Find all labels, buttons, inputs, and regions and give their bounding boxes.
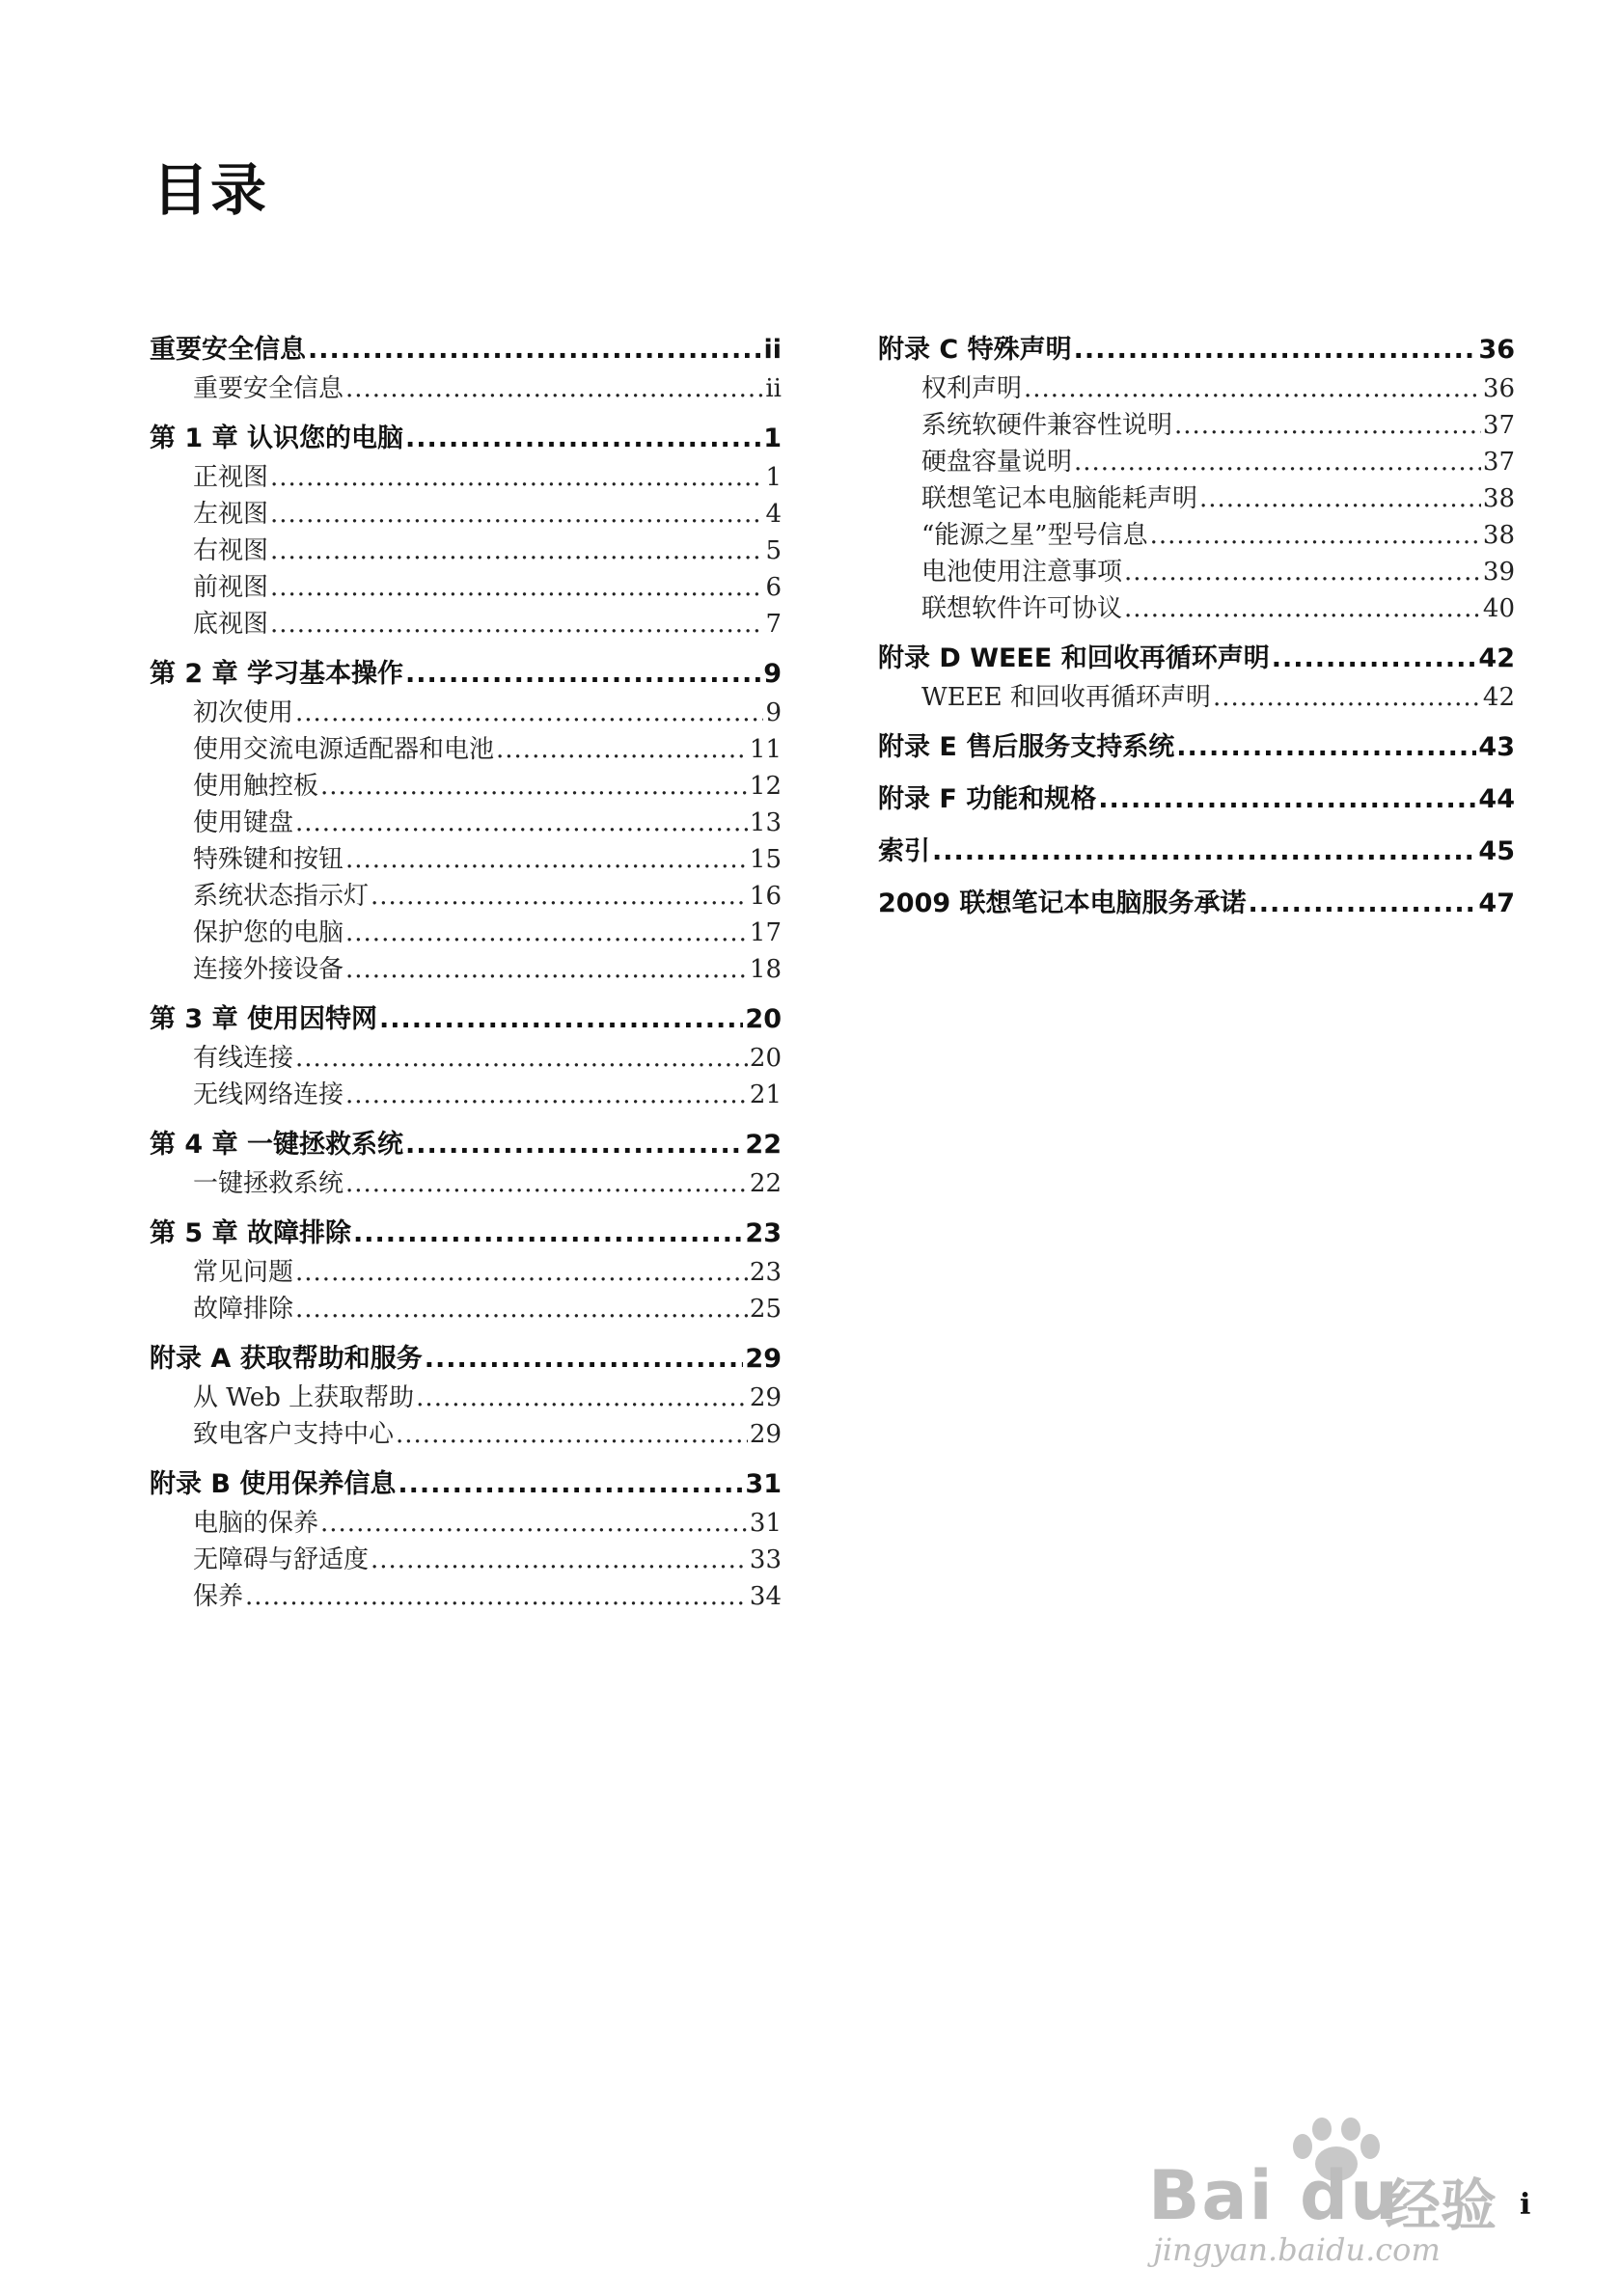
toc-heading[interactable] bbox=[150, 652, 782, 693]
toc-item[interactable] bbox=[878, 588, 1515, 625]
toc-entry-label: 保养 bbox=[193, 1582, 244, 1611]
dot-leader bbox=[405, 424, 761, 453]
dot-leader bbox=[416, 1383, 748, 1412]
toc-item[interactable] bbox=[150, 604, 782, 641]
toc-item[interactable] bbox=[878, 515, 1515, 552]
toc-item[interactable] bbox=[150, 1503, 782, 1540]
toc-page-number: 4 bbox=[765, 500, 782, 529]
dot-leader bbox=[1074, 448, 1481, 477]
toc-page-number: 31 bbox=[749, 1509, 782, 1538]
dot-leader bbox=[345, 374, 763, 403]
toc-item[interactable] bbox=[150, 1414, 782, 1451]
toc-heading[interactable] bbox=[878, 637, 1515, 677]
toc-entry-label: 故障排除 bbox=[193, 1295, 294, 1324]
toc-page-number: 18 bbox=[749, 955, 782, 984]
toc-entry-label: 底视图 bbox=[193, 610, 269, 639]
toc-entry-label: 无障碍与舒适度 bbox=[193, 1545, 370, 1574]
toc-page-number: 42 bbox=[1478, 643, 1515, 673]
toc-page-number: 21 bbox=[749, 1080, 782, 1109]
toc-entry-label: 电池使用注意事项 bbox=[921, 558, 1123, 587]
toc-entry-label: 左视图 bbox=[193, 500, 269, 529]
toc-item[interactable] bbox=[150, 1038, 782, 1075]
toc-entry-label: 连接外接设备 bbox=[193, 955, 344, 984]
toc-page-number: 1 bbox=[765, 463, 782, 492]
toc-item[interactable] bbox=[150, 1289, 782, 1326]
toc-section bbox=[878, 725, 1515, 766]
toc-item[interactable] bbox=[150, 729, 782, 766]
toc-page-number: 42 bbox=[1482, 683, 1515, 712]
toc-page-number: 11 bbox=[749, 735, 782, 764]
toc-item[interactable] bbox=[150, 567, 782, 604]
toc-page-number: 38 bbox=[1482, 484, 1515, 513]
toc-page-number: 33 bbox=[749, 1545, 782, 1574]
toc-heading[interactable] bbox=[150, 1462, 782, 1503]
toc-entry-label: 第 3 章 使用因特网 bbox=[150, 1004, 377, 1034]
toc-page-number: 12 bbox=[749, 772, 782, 801]
toc-heading[interactable] bbox=[878, 725, 1515, 766]
dot-leader bbox=[345, 1169, 748, 1198]
toc-entry-label: 使用交流电源适配器和电池 bbox=[193, 735, 495, 764]
toc-entry-label: 右视图 bbox=[193, 536, 269, 565]
toc-item[interactable] bbox=[150, 369, 782, 405]
dot-leader bbox=[1150, 521, 1481, 550]
toc-entry-label: 重要安全信息 bbox=[150, 335, 306, 365]
toc-entry-label: 第 5 章 故障排除 bbox=[150, 1218, 351, 1248]
dot-leader bbox=[1098, 784, 1476, 814]
dot-leader bbox=[405, 1130, 743, 1160]
toc-item[interactable] bbox=[878, 369, 1515, 405]
dot-leader bbox=[345, 1080, 748, 1109]
toc-page-number: 7 bbox=[765, 610, 782, 639]
toc-entry-label: 致电客户支持中心 bbox=[193, 1420, 395, 1449]
toc-item[interactable] bbox=[150, 876, 782, 913]
toc-entry-label: “能源之星”型号信息 bbox=[921, 521, 1148, 550]
toc-page-number: 5 bbox=[765, 536, 782, 565]
toc-entry-label: 硬盘容量说明 bbox=[921, 448, 1073, 477]
toc-page-number: 23 bbox=[745, 1218, 782, 1248]
toc-heading[interactable] bbox=[150, 1337, 782, 1378]
page-number: i bbox=[1520, 2188, 1531, 2222]
toc-entry-label: 附录 A 获取帮助和服务 bbox=[150, 1344, 423, 1374]
toc-page-number: 31 bbox=[745, 1469, 782, 1499]
page-title: 目录 bbox=[152, 157, 269, 223]
toc-entry-label: 权利声明 bbox=[921, 374, 1023, 403]
toc-page-number: 29 bbox=[749, 1420, 782, 1449]
toc-page-number: 17 bbox=[749, 918, 782, 947]
toc-page-number: 43 bbox=[1478, 732, 1515, 762]
dot-leader bbox=[396, 1420, 748, 1449]
toc-entry-label: WEEE 和回收再循环声明 bbox=[921, 683, 1211, 712]
toc-section bbox=[150, 1462, 782, 1613]
dot-leader bbox=[398, 1469, 743, 1499]
toc-item[interactable] bbox=[150, 1252, 782, 1289]
dot-leader bbox=[425, 1344, 744, 1374]
toc-heading[interactable] bbox=[150, 1212, 782, 1252]
toc-item[interactable] bbox=[878, 442, 1515, 478]
dot-leader bbox=[1213, 683, 1481, 712]
toc-page-number: 22 bbox=[749, 1169, 782, 1198]
toc-heading[interactable] bbox=[150, 328, 782, 369]
toc-entry-label: 联想软件许可协议 bbox=[921, 594, 1123, 623]
toc-section bbox=[878, 328, 1515, 625]
toc-entry-label: 前视图 bbox=[193, 573, 269, 602]
toc-item[interactable] bbox=[150, 531, 782, 567]
toc-page-number: 40 bbox=[1482, 594, 1515, 623]
toc-page-number: 39 bbox=[1482, 558, 1515, 587]
dot-leader bbox=[295, 1295, 748, 1324]
toc-page-number: 9 bbox=[763, 659, 782, 689]
toc-page-number: 22 bbox=[745, 1130, 782, 1160]
dot-leader bbox=[345, 845, 748, 874]
toc-page-number: 9 bbox=[765, 698, 782, 727]
toc-entry-label: 使用触控板 bbox=[193, 772, 319, 801]
dot-leader bbox=[270, 463, 763, 492]
toc-section bbox=[878, 778, 1515, 818]
dot-leader bbox=[353, 1218, 743, 1248]
toc-page-number: 34 bbox=[749, 1582, 782, 1611]
toc-page-number: 29 bbox=[749, 1383, 782, 1412]
toc-item[interactable] bbox=[878, 677, 1515, 714]
toc-entry-label: 索引 bbox=[878, 836, 930, 866]
toc-entry-label: 正视图 bbox=[193, 463, 269, 492]
toc-heading[interactable] bbox=[878, 830, 1515, 870]
toc-section bbox=[878, 637, 1515, 714]
toc-entry-label: 系统软硬件兼容性说明 bbox=[921, 411, 1173, 440]
toc-page-number: 16 bbox=[749, 882, 782, 911]
watermark-jingyan: 经验 bbox=[1385, 2173, 1497, 2238]
toc-item[interactable] bbox=[150, 1075, 782, 1111]
toc-page-number: 23 bbox=[749, 1258, 782, 1287]
dot-leader bbox=[345, 955, 748, 984]
dot-leader bbox=[371, 1545, 748, 1574]
toc-heading[interactable] bbox=[878, 882, 1515, 922]
toc-item[interactable] bbox=[150, 1163, 782, 1200]
toc-page-number: 6 bbox=[765, 573, 782, 602]
toc-page-number: 20 bbox=[749, 1044, 782, 1073]
dot-leader bbox=[1024, 374, 1481, 403]
watermark-url: jingyan.baidu.com bbox=[1153, 2231, 1441, 2268]
dot-leader bbox=[308, 335, 761, 365]
toc-item[interactable] bbox=[150, 1378, 782, 1414]
watermark-logo: Bai du bbox=[1148, 2156, 1400, 2235]
dot-leader bbox=[295, 1044, 748, 1073]
dot-leader bbox=[496, 735, 748, 764]
toc-entry-label: 附录 F 功能和规格 bbox=[878, 784, 1097, 814]
toc-page-number: 45 bbox=[1478, 836, 1515, 866]
toc-page-number: 13 bbox=[749, 808, 782, 837]
toc-entry-label: 电脑的保养 bbox=[193, 1509, 319, 1538]
dot-leader bbox=[932, 836, 1476, 866]
dot-leader bbox=[379, 1004, 743, 1034]
baidu-jingyan-watermark bbox=[1148, 2118, 1525, 2268]
dot-leader bbox=[1124, 594, 1481, 623]
toc-entry-label: 初次使用 bbox=[193, 698, 294, 727]
toc-entry-label: 特殊键和按钮 bbox=[193, 845, 344, 874]
dot-leader bbox=[270, 500, 763, 529]
toc-item[interactable] bbox=[878, 552, 1515, 588]
dot-leader bbox=[405, 659, 761, 689]
toc-entry-label: 附录 E 售后服务支持系统 bbox=[878, 732, 1175, 762]
toc-section bbox=[150, 328, 782, 405]
toc-item[interactable] bbox=[150, 766, 782, 803]
dot-leader bbox=[295, 698, 763, 727]
toc-item[interactable] bbox=[878, 405, 1515, 442]
dot-leader bbox=[1124, 558, 1481, 587]
toc-section bbox=[150, 1337, 782, 1451]
toc-entry-label: 第 2 章 学习基本操作 bbox=[150, 659, 403, 689]
toc-page-number: ii bbox=[765, 374, 782, 403]
dot-leader bbox=[245, 1582, 748, 1611]
toc-section bbox=[150, 417, 782, 641]
toc-item[interactable] bbox=[150, 803, 782, 839]
toc-page-number: 38 bbox=[1482, 521, 1515, 550]
toc-heading[interactable] bbox=[150, 417, 782, 457]
dot-leader bbox=[295, 808, 748, 837]
dot-leader bbox=[1199, 484, 1481, 513]
toc-section bbox=[150, 998, 782, 1111]
toc-section bbox=[150, 1212, 782, 1326]
toc-entry-label: 附录 C 特殊声明 bbox=[878, 335, 1072, 365]
toc-entry-label: 重要安全信息 bbox=[193, 374, 344, 403]
toc-page-number: 36 bbox=[1478, 335, 1515, 365]
dot-leader bbox=[270, 610, 763, 639]
toc-section bbox=[150, 652, 782, 986]
toc-heading[interactable] bbox=[878, 328, 1515, 369]
toc-entry-label: 保护您的电脑 bbox=[193, 918, 344, 947]
toc-page-number: ii bbox=[763, 335, 782, 365]
toc-page-number: 29 bbox=[745, 1344, 782, 1374]
toc-page-number: 37 bbox=[1482, 411, 1515, 440]
toc-item[interactable] bbox=[150, 457, 782, 494]
toc-entry-label: 联想笔记本电脑能耗声明 bbox=[921, 484, 1198, 513]
toc-page-number: 25 bbox=[749, 1295, 782, 1324]
toc-entry-label: 常见问题 bbox=[193, 1258, 294, 1287]
toc-heading[interactable] bbox=[150, 998, 782, 1038]
toc-entry-label: 第 1 章 认识您的电脑 bbox=[150, 424, 403, 453]
dot-leader bbox=[295, 1258, 748, 1287]
toc-page-number: 37 bbox=[1482, 448, 1515, 477]
toc-entry-label: 有线连接 bbox=[193, 1044, 294, 1073]
toc-page-number: 44 bbox=[1478, 784, 1515, 814]
toc-section bbox=[878, 830, 1515, 870]
dot-leader bbox=[1074, 335, 1477, 365]
dot-leader bbox=[270, 536, 763, 565]
toc-section bbox=[150, 1123, 782, 1200]
toc-entry-label: 第 4 章 一键拯救系统 bbox=[150, 1130, 403, 1160]
toc-page-number: 20 bbox=[745, 1004, 782, 1034]
toc-item[interactable] bbox=[150, 693, 782, 729]
dot-leader bbox=[371, 882, 748, 911]
toc-section bbox=[878, 882, 1515, 922]
toc-entry-label: 使用键盘 bbox=[193, 808, 294, 837]
dot-leader bbox=[320, 1509, 748, 1538]
toc-item[interactable] bbox=[150, 913, 782, 949]
toc-entry-label: 2009 联想笔记本电脑服务承诺 bbox=[878, 888, 1247, 918]
toc-item[interactable] bbox=[150, 839, 782, 876]
toc-entry-label: 一键拯救系统 bbox=[193, 1169, 344, 1198]
toc-entry-label: 附录 D WEEE 和回收再循环声明 bbox=[878, 643, 1270, 673]
toc-heading[interactable] bbox=[150, 1123, 782, 1163]
toc-item[interactable] bbox=[150, 949, 782, 986]
toc-page-number: 1 bbox=[763, 424, 782, 453]
toc-entry-label: 从 Web 上获取帮助 bbox=[193, 1383, 415, 1412]
toc-right-column bbox=[878, 328, 1515, 934]
toc-left-column bbox=[150, 328, 782, 1625]
toc-item[interactable] bbox=[150, 1576, 782, 1613]
toc-page-number: 36 bbox=[1482, 374, 1515, 403]
dot-leader bbox=[320, 772, 748, 801]
dot-leader bbox=[345, 918, 748, 947]
toc-item[interactable] bbox=[150, 1540, 782, 1576]
toc-item[interactable] bbox=[878, 478, 1515, 515]
toc-entry-label: 附录 B 使用保养信息 bbox=[150, 1469, 397, 1499]
dot-leader bbox=[1249, 888, 1477, 918]
toc-entry-label: 无线网络连接 bbox=[193, 1080, 344, 1109]
toc-page-number: 15 bbox=[749, 845, 782, 874]
dot-leader bbox=[1176, 732, 1476, 762]
toc-heading[interactable] bbox=[878, 778, 1515, 818]
dot-leader bbox=[1272, 643, 1477, 673]
dot-leader bbox=[270, 573, 763, 602]
toc-entry-label: 系统状态指示灯 bbox=[193, 882, 370, 911]
toc-item[interactable] bbox=[150, 494, 782, 531]
toc-page-number: 47 bbox=[1478, 888, 1515, 918]
dot-leader bbox=[1174, 411, 1481, 440]
